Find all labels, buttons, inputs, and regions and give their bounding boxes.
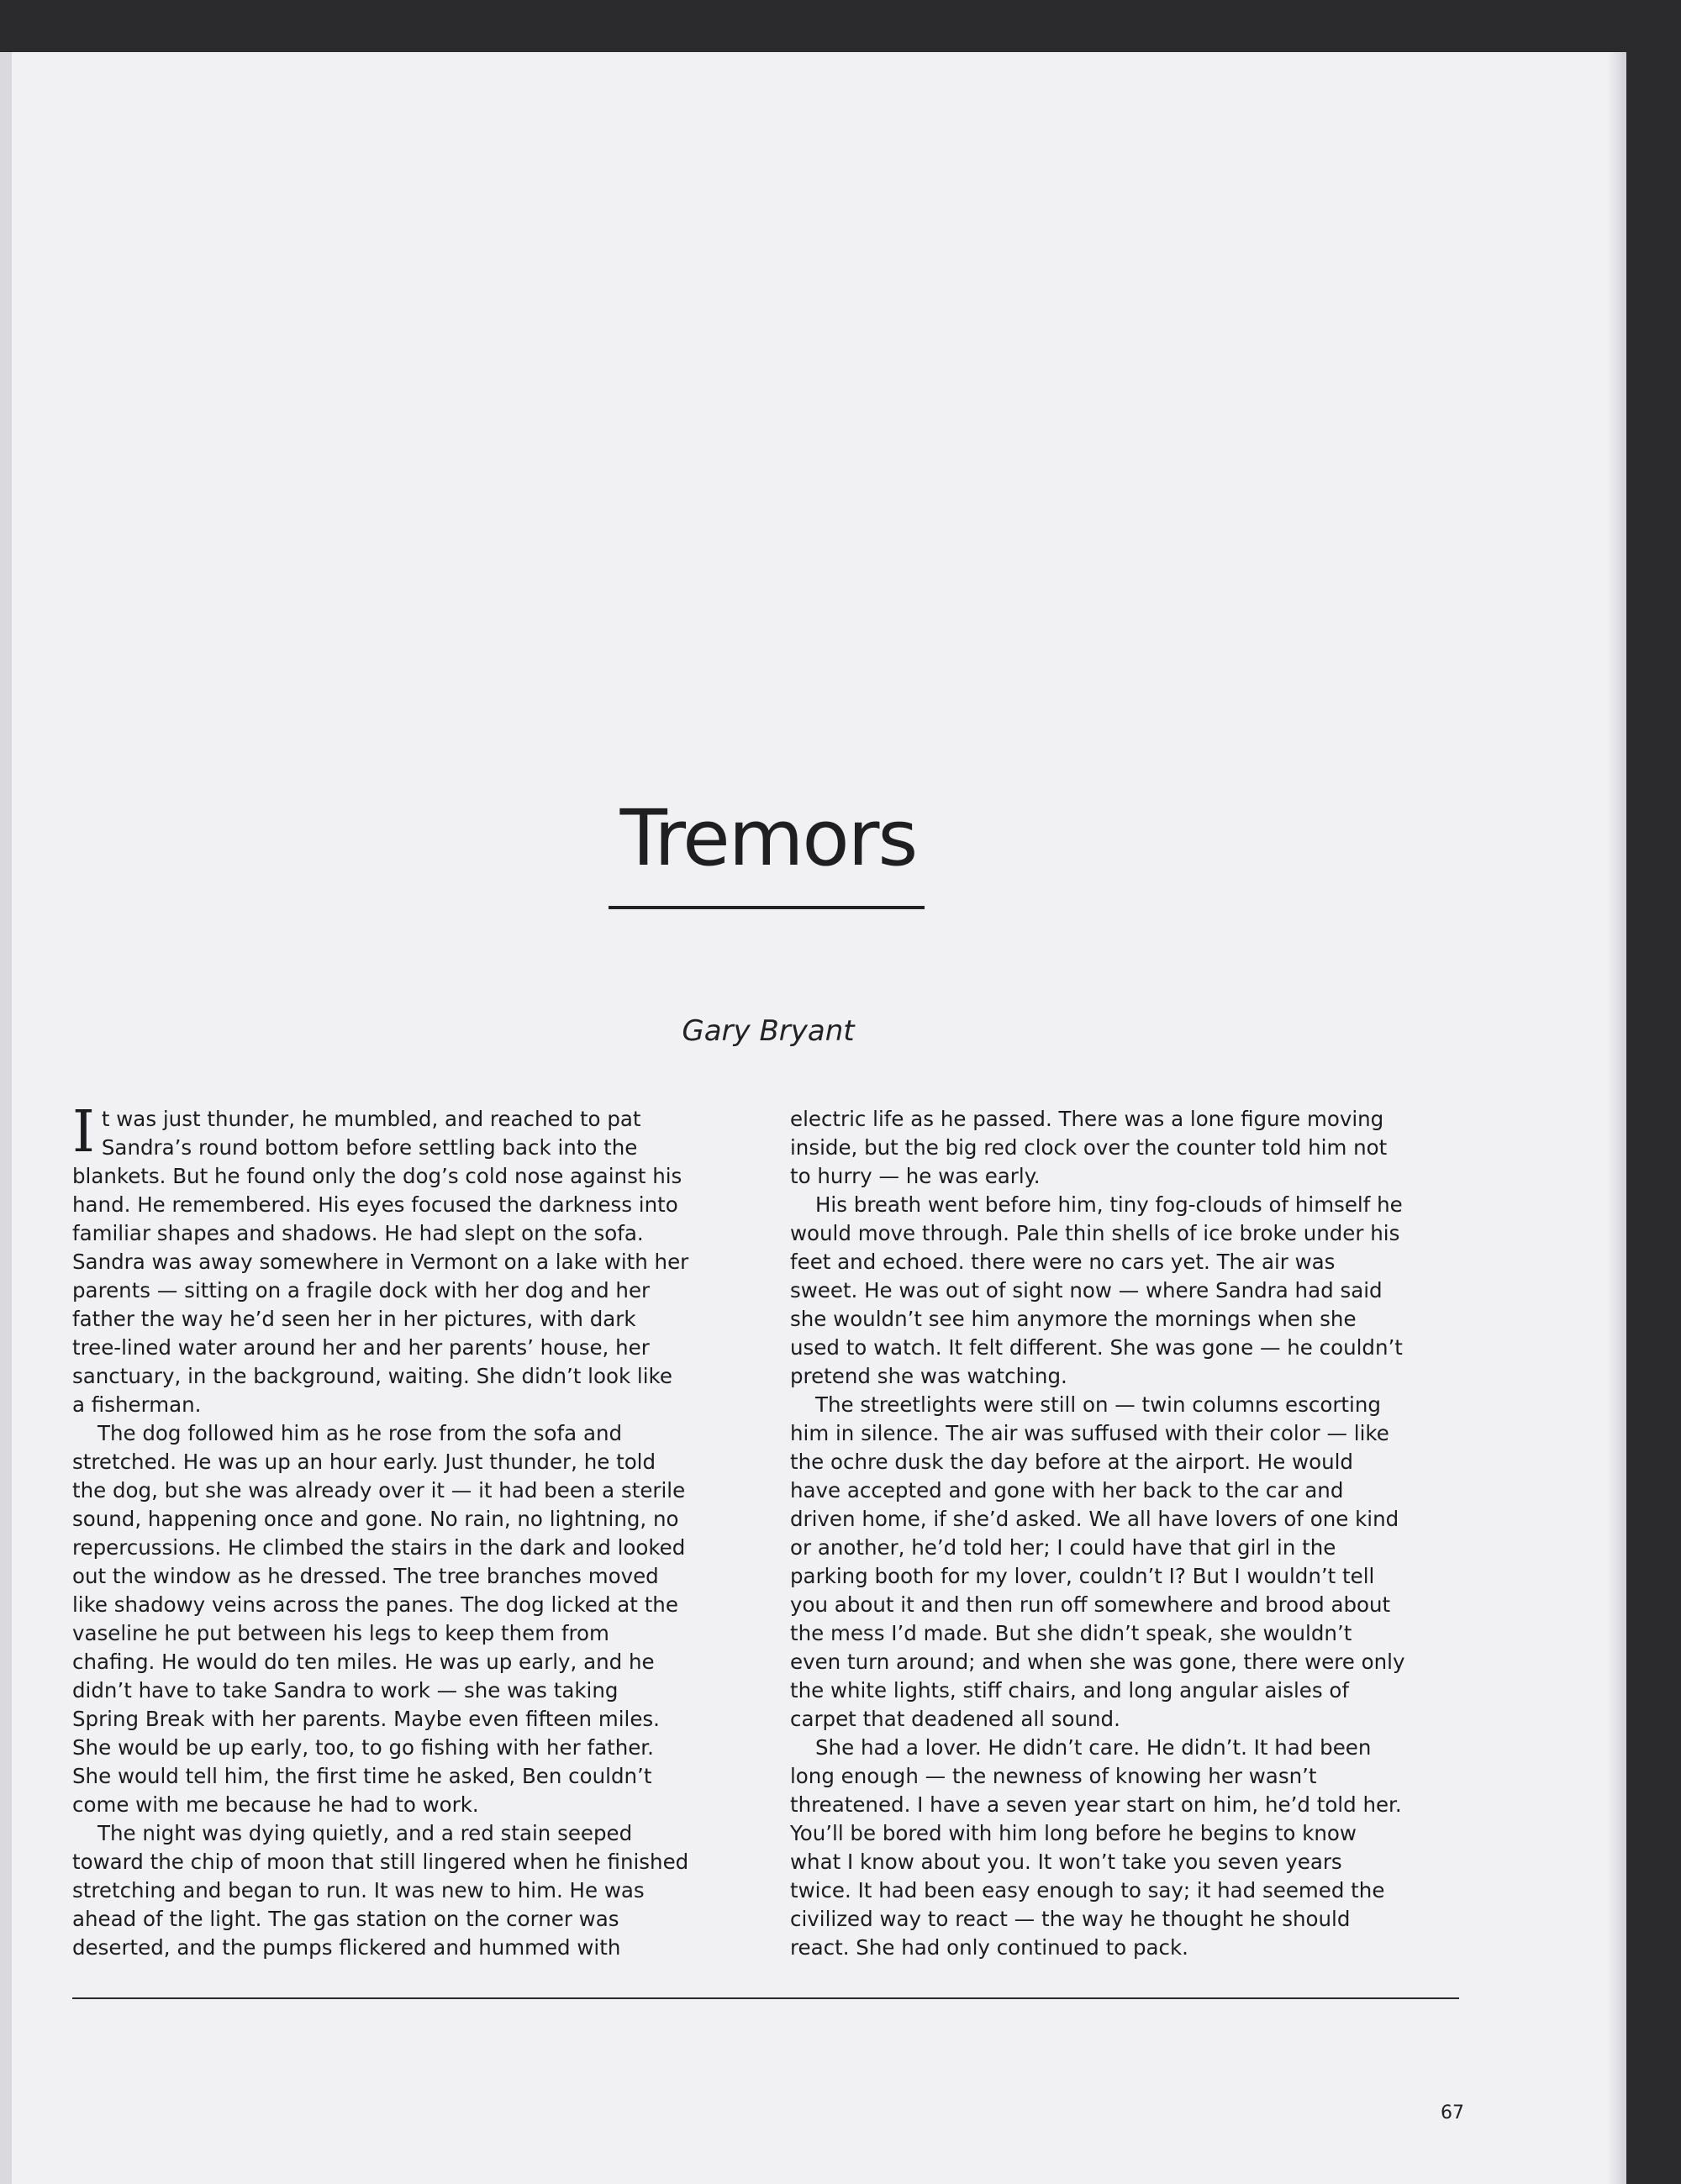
footer-rule bbox=[72, 1997, 1459, 1999]
right-column bbox=[790, 1105, 1408, 1962]
page-number: 67 bbox=[1441, 2102, 1464, 2123]
paragraph-continuation: electric life as he passed. There was a lone figure moving inside, but the big red clock over the counter told him not to hurry — he was early. bbox=[790, 1107, 1388, 1188]
paragraph-1 bbox=[72, 1099, 690, 1419]
paragraph-1-text: t was just thunder, he mumbled, and reached to pat Sandra’s round bottom before settling back into the blankets. But he found only the dog’s cold nose against his hand. He remembered. His eyes focused the darkness into familiar shapes and shadows. He had slept on the sofa. Sandra was away somewhere in Vermont on a lake with her parents — sitting on a fragile dock with her dog and her father the way he’d seen her in her pictures, with dark tree-lined water around her and her parents’ house, her sanctuary, in the background, waiting. She didn’t look like a fisherman. bbox=[72, 1107, 689, 1417]
title-underline bbox=[609, 906, 925, 909]
paragraph-6: She had a lover. He didn’t care. He didn’t. It had been long enough — the newness of knowing her wasn’t threatened. I have a seven year start on him, he’d told her. You’ll be bored with him long before he begins to know what I know about you. It won’t take you seven years twice. It had been easy enough to say; it had seemed the civilized way to react — the way he thought he should react. She had only continued to pack. bbox=[790, 1735, 1402, 1960]
article-author: Gary Bryant bbox=[682, 1014, 855, 1048]
paragraph-4: His breath went before him, tiny fog-clouds of himself he would move through. Pale thin shells of ice broke under his feet and echoed. there were no cars yet. The air was sweet. He was out of sight now — where Sandra had said she wouldn’t see him anymore the mornings when she used to watch. It felt different. She was gone — he couldn’t pretend she was watching. bbox=[790, 1192, 1403, 1388]
magazine-page bbox=[0, 52, 1626, 2184]
paragraph-5: The streetlights were still on — twin columns escorting him in silence. The air was suffused with their color — like the ochre dusk the day before at the airport. He would have accepted and gone with her back to the car and driven home, if she’d asked. We all have lovers of one kind or another, he’d told her; I could have that girl in the parking booth for my lover, couldn’t I? But I wouldn’t tell you about it and then run off somewhere and brood about the mess I’d made. But she didn’t speak, she wouldn’t even turn around; and when she was gone, there were only the white lights, stiff chairs, and long angular aisles of carpet that deadened all sound. bbox=[790, 1392, 1405, 1731]
drop-cap: I bbox=[72, 1099, 95, 1166]
paragraph-3: The night was dying quietly, and a red stain seeped toward the chip of moon that still lingered when he finished stretching and began to run. It was new to him. He was ahead of the light. The gas station on the corner was deserted, and the pumps flickered and hummed with bbox=[72, 1821, 689, 1960]
paragraph-2: The dog followed him as he rose from the sofa and stretched. He was up an hour early. Just thunder, he told the dog, but she was already over it — it had been a sterile sound, happening once and gone. No rain, no lightning, no repercussions. He climbed the stairs in the dark and looked out the window as he dressed. The tree branches moved like shadowy veins across the panes. The dog licked at the vaseline he put between his legs to keep them from chafing. He would do ten miles. He was up early, and he didn’t have to take Sandra to work — she was taking Spring Break with her parents. Maybe even fifteen miles. She would be up early, too, to go fishing with her father. She would tell him, the first time he asked, Ben couldn’t come with me because he had to work. bbox=[72, 1421, 686, 1817]
page-edge-shadow bbox=[1608, 52, 1626, 2184]
left-column bbox=[72, 1099, 690, 1962]
article-title: Tremors bbox=[619, 793, 917, 883]
